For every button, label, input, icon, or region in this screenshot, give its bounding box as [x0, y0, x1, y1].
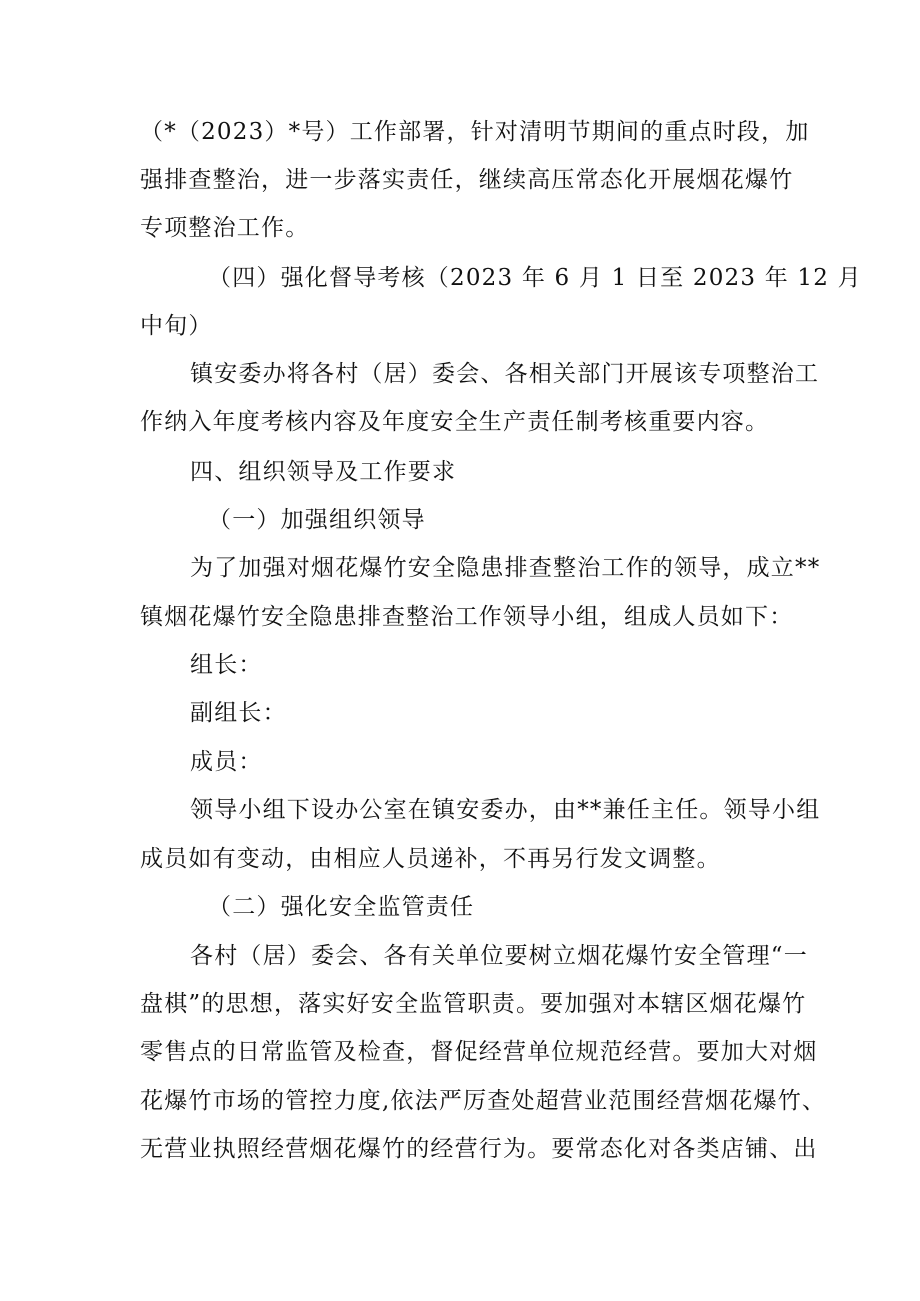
paragraph-line: 为了加强对烟花爆竹安全隐患排查整治工作的领导，成立** — [190, 555, 821, 581]
member-role-leader: 组长： — [190, 652, 263, 678]
paragraph-line: 成员如有变动，由相应人员递补，不再另行发文调整。 — [140, 846, 721, 872]
section-heading: （二）强化安全监管责任 — [208, 894, 475, 920]
paragraph-line: 盘棋”的思想，落实好安全监管职责。要加强对本辖区烟花爆竹 — [140, 991, 807, 1017]
paragraph-line: 镇安委办将各村（居）委会、各相关部门开展该专项整治工 — [190, 361, 820, 387]
paragraph-line: （*（2023）*号）工作部署，针对清明节期间的重点时段，加 — [140, 119, 810, 145]
paragraph-line: 花爆竹市场的管控力度,依法严厉查处超营业范围经营烟花爆竹、 — [140, 1088, 827, 1114]
paragraph-line: 零售点的日常监管及检查，督促经营单位规范经营。要加大对烟 — [140, 1039, 818, 1065]
paragraph-line: 专项整治工作。 — [140, 215, 310, 241]
member-role-deputy: 副组长： — [190, 700, 287, 726]
section-heading: （一）加强组织领导 — [208, 507, 426, 533]
section-heading: （四）强化督导考核（2023 年 6 月 1 日至 2023 年 12 月 — [208, 265, 862, 291]
paragraph-line: 镇烟花爆竹安全隐患排查整治工作领导小组，组成人员如下： — [140, 604, 794, 630]
paragraph-line: 强排查整治，进一步落实责任，继续高压常态化开展烟花爆竹 — [140, 167, 794, 193]
paragraph-line: 各村（居）委会、各有关单位要树立烟花爆竹安全管理“一 — [190, 943, 808, 969]
chapter-heading: 四、组织领导及工作要求 — [190, 459, 457, 485]
section-heading-continuation: 中旬） — [140, 313, 213, 339]
member-role-members: 成员： — [190, 749, 263, 775]
paragraph-line: 无营业执照经营烟花爆竹的经营行为。要常态化对各类店铺、出 — [140, 1136, 818, 1162]
paragraph-line: 领导小组下设办公室在镇安委办，由**兼任主任。领导小组 — [190, 797, 821, 823]
paragraph-line: 作纳入年度考核内容及年度安全生产责任制考核重要内容。 — [140, 409, 770, 435]
